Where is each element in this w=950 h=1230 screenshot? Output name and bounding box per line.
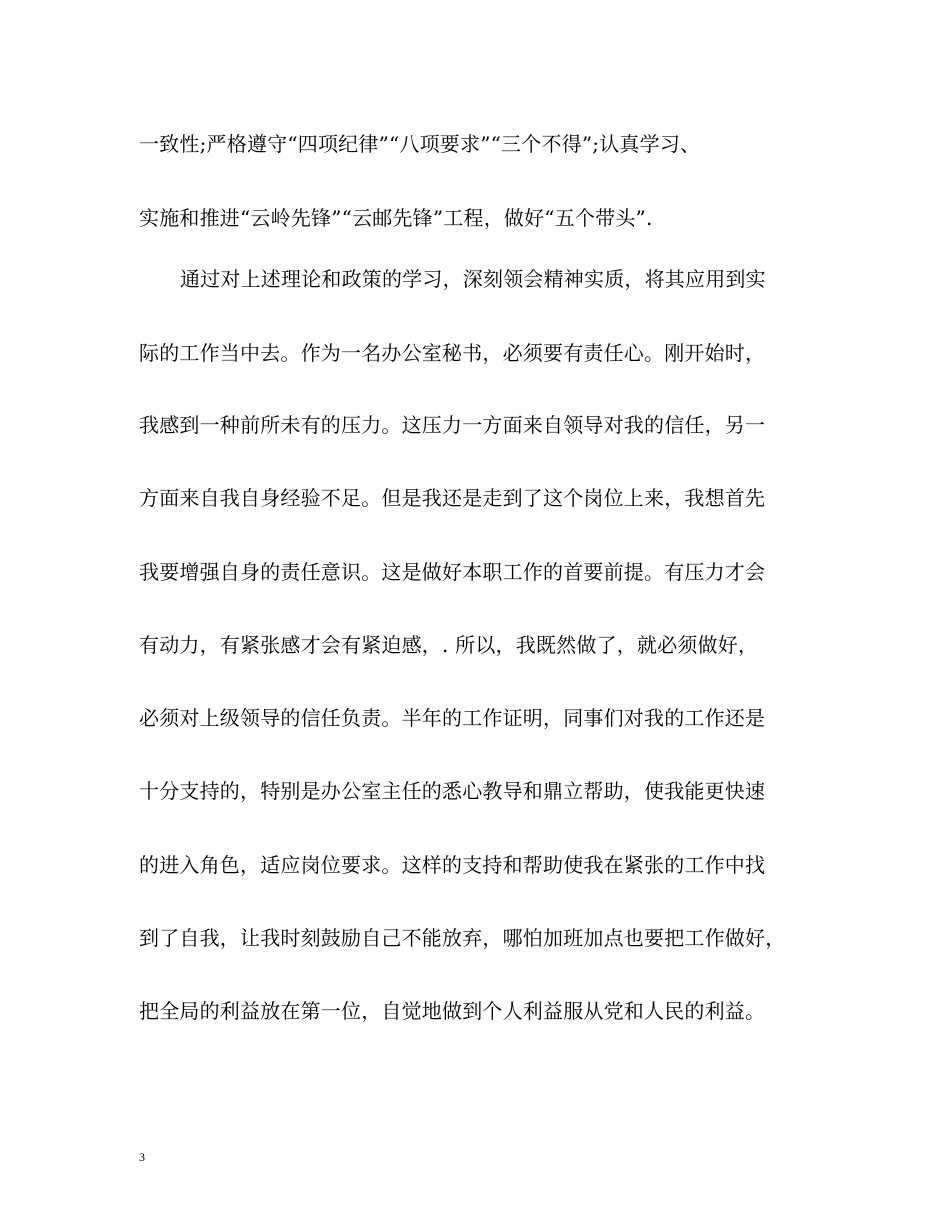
text-line-8: 有动力，有紧张感才会有紧迫感，. 所以，我既然做了，就必须做好， [139,633,759,657]
paragraph-start-line: 通过对上述理论和政策的学习，深刻领会精神实质，将其应用到实 [180,267,766,291]
text-line-10: 十分支持的，特别是办公室主任的悉心教导和鼎立帮助，使我能更快速 [139,779,766,803]
text-line-6: 方面来自我自身经验不足。但是我还是走到了这个岗位上来，我想首先 [139,486,766,510]
text-line-1: 一致性;严格遵守“四项纪律”“八项要求”“三个不得”;认真学习、 [139,132,701,156]
text-line-13: 把全局的利益放在第一位，自觉地做到个人利益服从党和人民的利益。 [139,999,766,1023]
text-line-5: 我感到一种前所未有的压力。这压力一方面来自领导对我的信任，另一 [139,413,766,437]
page-number: 3 [139,1150,145,1164]
text-line-4: 际的工作当中去。作为一名办公室秘书，必须要有责任心。刚开始时， [139,341,766,365]
text-line-12: 到了自我，让我时刻鼓励自己不能放弃，哪怕加班加点也要把工作做好， [139,926,786,950]
text-line-2: 实施和推进“云岭先锋”“云邮先锋”工程，做好“五个带头”. [139,206,653,230]
text-line-7: 我要增强自身的责任意识。这是做好本职工作的首要前提。有压力才会 [139,560,766,584]
text-line-9: 必须对上级领导的信任负责。半年的工作证明，同事们对我的工作还是 [139,706,766,730]
text-line-11: 的进入角色，适应岗位要求。这样的支持和帮助使我在紧张的工作中找 [139,853,766,877]
